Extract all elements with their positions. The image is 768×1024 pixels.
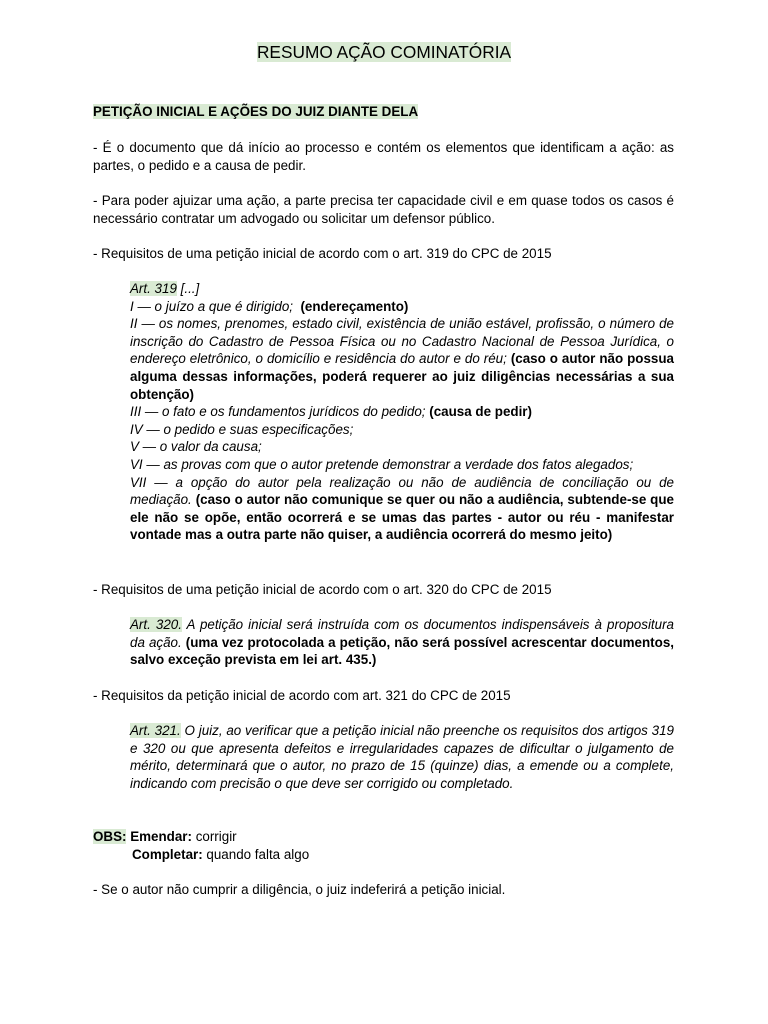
art319-item-3-note: (causa de pedir)	[429, 404, 532, 420]
article-320-quote: Art. 320. A petição inicial será instruída com os documentos indispensáveis à propositura da ação. (uma vez protocolada a petição, não será possível acrescentar documentos, salvo exceção prevista em lei art. 435.)	[130, 617, 674, 668]
paragraph-req-320-intro: - Requisitos de uma petição inicial de acordo com o art. 320 do CPC de 2015	[93, 582, 552, 597]
obs-term-completar: Completar:	[132, 846, 203, 862]
paragraph-definition: - É o documento que dá início ao processo e contém os elementos que identificam a ação: as partes, o pedido e a causa de pedir.	[93, 140, 674, 173]
obs-line-2: Completar: quando falta algo	[132, 846, 310, 862]
art319-item-2: II — os nomes, prenomes, estado civil, existência de união estável, profissão, o número de inscrição do Cadastro de Pessoa Física ou no Cadastro Nacional de Pessoa Jurídica, o endereço eletrônico, o domicílio e residência do autor e do réu; (caso o autor não possua alguma dessas informações, poderá requerer ao juiz diligências necessárias a sua obtenção)	[130, 316, 674, 402]
art319-item-6: VI — as provas com que o autor pretende demonstrar a verdade dos fatos alegados;	[130, 456, 634, 472]
obs-block	[93, 828, 674, 863]
document-title	[0, 41, 768, 63]
paragraph-req-319-intro: - Requisitos de uma petição inicial de acordo com o art. 319 do CPC de 2015	[93, 246, 552, 261]
section-heading-text: PETIÇÃO INICIAL E AÇÕES DO JUIZ DIANTE DELA	[93, 104, 419, 119]
article-319-quote	[130, 280, 674, 544]
art319-label: Art. 319	[130, 281, 177, 296]
obs-line-1: OBS: Emendar: corrigir	[93, 829, 237, 844]
art319-item-3: III — o fato e os fundamentos jurídicos do pedido; (causa de pedir)	[130, 404, 532, 420]
document-title-text: RESUMO AÇÃO COMINATÓRIA	[256, 42, 512, 62]
obs-term-emendar: Emendar:	[130, 829, 192, 844]
paragraph-capacity: - Para poder ajuizar uma ação, a parte precisa ter capacidade civil e em quase todos os casos é necessário contratar um advogado ou solicitar um defensor público.	[93, 193, 674, 226]
art321-label: Art. 321.	[130, 723, 181, 738]
art320-note: (uma vez protocolada a petição, não será possível acrescentar documentos, salvo exceção prevista em lei art. 435.)	[130, 634, 674, 668]
art319-item-7-note: (caso o autor não comunique se quer ou não a audiência, subtende-se que ele não se opõe, então ocorrerá e se umas das partes - autor ou réu - manifestar vontade mas a outra parte não quiser, a audiência ocorrerá do mesmo jeito)	[130, 492, 674, 543]
art319-heading	[130, 280, 674, 298]
art319-item-1-note: (endereçamento)	[300, 298, 409, 314]
obs-label: OBS:	[93, 829, 127, 844]
art319-item-5: V — o valor da causa;	[130, 439, 262, 455]
art319-item-2-note: (caso o autor não possua alguma dessas informações, poderá requerer ao juiz diligências necessárias a sua obtenção)	[130, 351, 674, 402]
section-heading	[93, 103, 674, 121]
paragraph-final: - Se o autor não cumprir a diligência, o juiz indeferirá a petição inicial.	[93, 882, 506, 897]
art319-item-7: VII — a opção do autor pela realização ou não de audiência de conciliação ou de mediação. (caso o autor não comunique se quer ou não a audiência, subtende-se que ele não se opõe, então ocorrerá e se umas das partes - autor ou réu - manifestar vontade mas a outra parte não quiser, a audiência ocorrerá do mesmo jeito)	[130, 474, 674, 543]
paragraph-req-321-intro: - Requisitos da petição inicial de acordo com art. 321 do CPC de 2015	[93, 688, 511, 703]
art319-label-suffix: [...]	[176, 281, 200, 296]
article-321-quote: Art. 321. O juiz, ao verificar que a petição inicial não preenche os requisitos dos artigos 319 e 320 ou que apresenta defeitos e irregularidades capazes de dificultar o julgamento de mérito, determinará que o autor, no prazo de 15 (quinze) dias, a emende ou a complete, indicando com precisão o que deve ser corrigido ou completado.	[130, 723, 674, 791]
art320-label: Art. 320.	[130, 617, 182, 632]
art319-item-1: I — o juízo a que é dirigido; (endereçamento)	[130, 298, 409, 314]
art319-item-4: IV — o pedido e suas especificações;	[130, 421, 354, 437]
